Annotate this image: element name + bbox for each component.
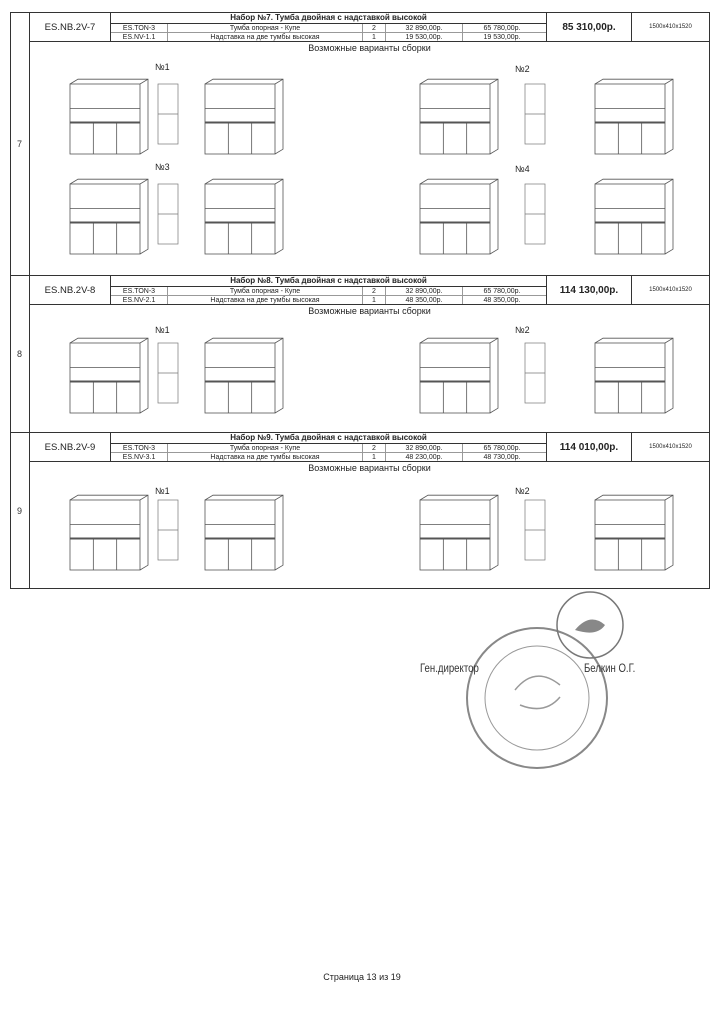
price-sheet	[10, 12, 710, 589]
table-row: ES.TON-3 Тумба опорная - Купе 2 32 890,00р. 65 780,00р.	[111, 444, 546, 453]
set-header	[30, 276, 709, 305]
table-row: ES.NV-2.1 Надставка на две тумбы высокая 1 48 350,00р. 48 350,00р.	[111, 296, 546, 304]
cabinet-drawing	[50, 482, 710, 582]
set-block-9	[10, 432, 710, 589]
variant-label: №2	[515, 64, 530, 74]
variant-label: №1	[155, 325, 170, 335]
cabinet-drawing	[50, 325, 710, 425]
set-block-8	[10, 275, 710, 432]
row-number: 9	[11, 433, 30, 588]
variants-label: Возможные варианты сборки	[308, 306, 431, 316]
variant-label: №3	[155, 162, 170, 172]
table-row: ES.NV-1.1 Надставка на две тумбы высокая 1 19 530,00р. 19 530,00р.	[111, 33, 546, 41]
set-code: ES.NB.2V-7	[30, 13, 111, 41]
assembly-drawings	[30, 54, 709, 274]
cabinet-drawing	[50, 64, 710, 264]
set-title: Набор №9. Тумба двойная с надставкой высокой	[111, 433, 546, 444]
items-table	[111, 276, 547, 304]
row-number: 8	[11, 276, 30, 432]
set-title: Набор №8. Тумба двойная с надставкой высокой	[111, 276, 546, 287]
variant-label: №1	[155, 62, 170, 72]
variants-label: Возможные варианты сборки	[308, 43, 431, 53]
signature-position: Ген.директор	[420, 661, 479, 675]
table-row: ES.TON-3 Тумба опорная - Купе 2 32 890,00р. 65 780,00р.	[111, 24, 546, 33]
table-row: ES.TON-3 Тумба опорная - Купе 2 32 890,00р. 65 780,00р.	[111, 287, 546, 296]
set-price: 114 010,00р.	[547, 433, 632, 461]
set-price: 85 310,00р.	[547, 13, 632, 41]
set-header	[30, 433, 709, 462]
variants-label: Возможные варианты сборки	[308, 463, 431, 473]
set-code: ES.NB.2V-9	[30, 433, 111, 461]
items-table	[111, 433, 547, 461]
page-footer: Страница 13 из 19	[323, 972, 401, 982]
set-price: 114 130,00р.	[547, 276, 632, 304]
set-title: Набор №7. Тумба двойная с надставкой высокой	[111, 13, 546, 24]
set-dimensions: 1500x410x1520	[649, 287, 692, 293]
items-table	[111, 13, 547, 41]
variant-label: №2	[515, 486, 530, 496]
set-code: ES.NB.2V-8	[30, 276, 111, 304]
assembly-drawings	[30, 317, 709, 431]
set-dimensions: 1500x410x1520	[649, 444, 692, 450]
set-block-7	[10, 12, 710, 275]
assembly-drawings	[30, 474, 709, 588]
variant-label: №2	[515, 325, 530, 335]
set-dimensions: 1500x410x1520	[649, 24, 692, 30]
signature-name: Белкин О.Г.	[584, 661, 636, 675]
variant-label: №4	[515, 164, 530, 174]
set-header	[30, 13, 709, 42]
company-stamp	[465, 590, 645, 780]
table-row: ES.NV-3.1 Надставка на две тумбы высокая 1 48 230,00р. 48 730,00р.	[111, 453, 546, 461]
variant-label: №1	[155, 486, 170, 496]
row-number: 7	[11, 13, 30, 275]
